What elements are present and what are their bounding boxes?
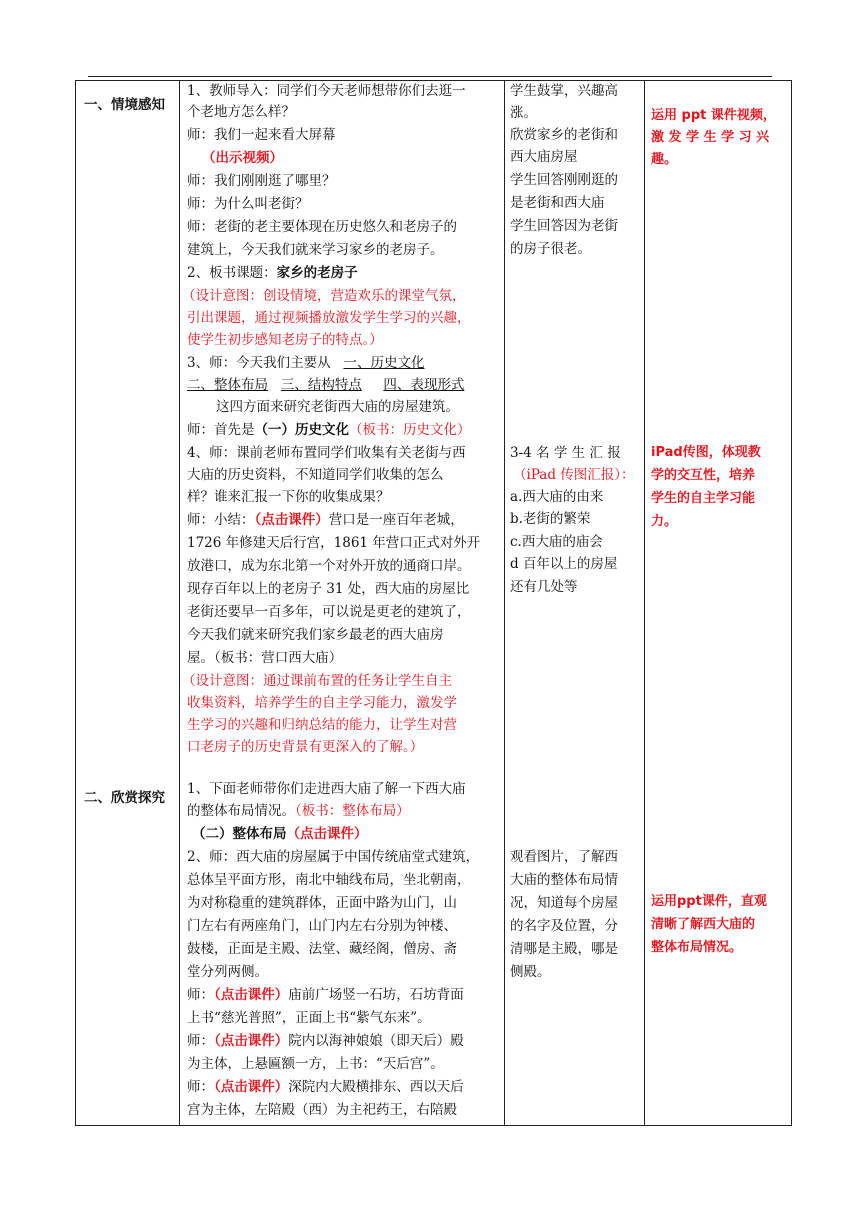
text-line: 4、师：课前老师布置同学们收集有关老街与西 (187, 445, 466, 461)
lesson-title: 家乡的老房子 (276, 265, 358, 281)
header-rule (88, 76, 772, 77)
text-line: 的整体布局情况。（板书：整体布局） (187, 803, 410, 819)
text-line: 个老地方怎么样？ (187, 104, 295, 120)
text-line: 况，知道每个房屋 (510, 895, 618, 911)
text-line: 屋。（板书：营口西大庙） (187, 650, 343, 666)
design-intent-line: （设计意图：创设情境，营造欢乐的课堂气氛， (182, 288, 466, 304)
intent-note: 趣。 (651, 152, 678, 167)
text-line: 学生鼓掌，兴趣高 (510, 83, 618, 99)
text-line: 1、下面老师带你们走进西大庙了解一下西大庙 (187, 781, 466, 797)
intent-note: 清晰了解西大庙的 (651, 917, 756, 932)
text-line: 堂分列两侧。 (187, 964, 268, 980)
text-line: 观看图片，了解西 (510, 849, 618, 865)
text-line: 鼓楼，正面是主殿、法堂、藏经阁，僧房、斋 (187, 941, 457, 957)
intent-note: 整体布局情况。 (651, 940, 743, 955)
intent-note: 运用 ppt 课件视频， (651, 108, 776, 123)
text-line: 是老街和西大庙 (510, 195, 605, 211)
text-line: 建筑上，今天我们就来学习家乡的老房子。 (187, 242, 444, 258)
intent-note: 运用ppt课件，直观 (651, 894, 767, 909)
design-intent-line: 引出课题，通过视频播放激发学生学习的兴趣， (187, 310, 471, 326)
text-line: 西大庙房屋 (510, 149, 578, 165)
text-line: d 百年以上的房屋 (510, 556, 618, 572)
stage-label-2: 二、欣赏探究 (84, 790, 165, 806)
text-line: 这四方面来研究老街西大庙的房屋建筑。 (216, 399, 459, 415)
text-line: 现存百年以上的老房子 31 处，西大庙的房屋比 (187, 581, 470, 597)
text-line: 的房子很老。 (510, 241, 591, 257)
text-line: 师：（点击课件）深院内大殿横排东、西以天后 (187, 1079, 464, 1095)
text-line: 师：（点击课件）庙前广场竖一石坊，石坊背面 (187, 987, 464, 1003)
text-line: 放港口，成为东北第一个对外开放的通商口岸。 (187, 558, 471, 574)
design-intent-line: （设计意图：通过课前布置的任务让学生自主 (182, 673, 452, 689)
text-line: 为对称稳重的建筑群体，正面中路为山门，山 (187, 895, 457, 911)
intent-note: iPad传图，体现教 (651, 445, 761, 460)
text-line: 3、师：今天我们主要从 一、历史文化 (187, 355, 425, 371)
text-line: 总体呈平面方形，南北中轴线布局，坐北朝南， (187, 872, 471, 888)
text-line: 今天我们就来研究我们家乡最老的西大庙房 (187, 627, 444, 643)
text-line: 1、教师导入：同学们今天老师想带你们去逛一 (187, 83, 466, 99)
table-row (76, 81, 792, 1126)
text-line: 师：为什么叫老街？ (187, 196, 309, 212)
text-line: 为主体，上悬匾额一方，上书：“天后宫”。 (187, 1056, 444, 1072)
text-line: 师：小结：（点击课件）营口是一座百年老城， (187, 512, 464, 528)
text-line: 涨。 (510, 105, 537, 121)
text-line: 2、板书课题：家乡的老房子 (187, 265, 358, 281)
intent-note: 学的交互性，培养 (651, 468, 756, 483)
stage-column (76, 81, 180, 1126)
text-line: 门左右有两座角门，山门内左右分别为钟楼、 (187, 918, 457, 934)
text-line: 上书“慈光普照”，正面上书“紫气东来”。 (187, 1010, 431, 1026)
intent-note: 力。 (651, 514, 678, 529)
design-intent-line: 生学习的兴趣和归纳总结的能力，让学生对营 (187, 717, 457, 733)
text-line: 师：（点击课件）院内以海神娘娘（即天后）殿 (187, 1033, 464, 1049)
text-line: 学生回答刚刚逛的 (510, 172, 618, 188)
text-line: 大庙的历史资料，不知道同学们收集的怎么 (187, 467, 444, 483)
text-line: 大庙的整体布局情 (510, 872, 618, 888)
text-line: c.西大庙的庙会 (510, 534, 603, 550)
design-intent-line: 使学生初步感知老房子的特点。） (187, 332, 383, 348)
student-activity-column (505, 81, 645, 1126)
text-line: 师：首先是（一）历史文化（板书：历史文化） (187, 422, 471, 438)
design-intent-column (645, 81, 792, 1126)
text-line: 还有几处等 (510, 579, 578, 595)
text-line: 师：我们刚刚逛了哪里？ (187, 173, 336, 189)
section-heading: （二）整体布局（点击课件） (192, 826, 368, 842)
text-line: 师：老街的老主要体现在历史悠久和老房子的 (187, 219, 457, 235)
intent-note: 激 发 学 生 学 习 兴 (651, 130, 770, 145)
text-line: 学生回答因为老街 (510, 218, 618, 234)
ipad-report-cue: （iPad 传图汇报）： (513, 467, 635, 483)
text-line: 清哪是主殿，哪是 (510, 941, 618, 957)
text-line: 侧殿。 (510, 964, 551, 980)
intent-note: 学生的自主学习能 (651, 491, 756, 506)
lesson-plan-table (75, 80, 792, 1126)
text-line: a.西大庙的由来 (510, 489, 604, 505)
show-video-cue: （出示视频） (202, 150, 283, 166)
text-line: 的名字及位置，分 (510, 918, 618, 934)
text-line: 样？谁来汇报一下你的收集成果？ (187, 489, 390, 505)
teacher-activity-column (180, 81, 505, 1126)
text-line: 1726 年修建天后行宫，1861 年营口正式对外开 (187, 535, 481, 551)
text-line: 3-4 名 学 生 汇 报 (510, 445, 621, 461)
stage-label-1: 一、情境感知 (84, 97, 165, 113)
text-line: 二、整体布局 三、结构特点 四、表现形式 (187, 377, 465, 393)
text-line: 老街还要早一百多年，可以说是更老的建筑了， (187, 604, 471, 620)
text-line: 欣赏家乡的老街和 (510, 127, 618, 143)
design-intent-line: 口老房子的历史背景有更深入的了解。） (187, 739, 424, 755)
text-line: b.老街的繁荣 (510, 511, 591, 527)
text-line: 宫为主体，左陪殿（西）为主祀药王，右陪殿 (187, 1102, 457, 1118)
text-line: 师：我们一起来看大屏幕 (187, 127, 336, 143)
design-intent-line: 收集资料，培养学生的自主学习能力，激发学 (187, 695, 457, 711)
text-line: 2、师：西大庙的房屋属于中国传统庙堂式建筑， (187, 849, 480, 865)
